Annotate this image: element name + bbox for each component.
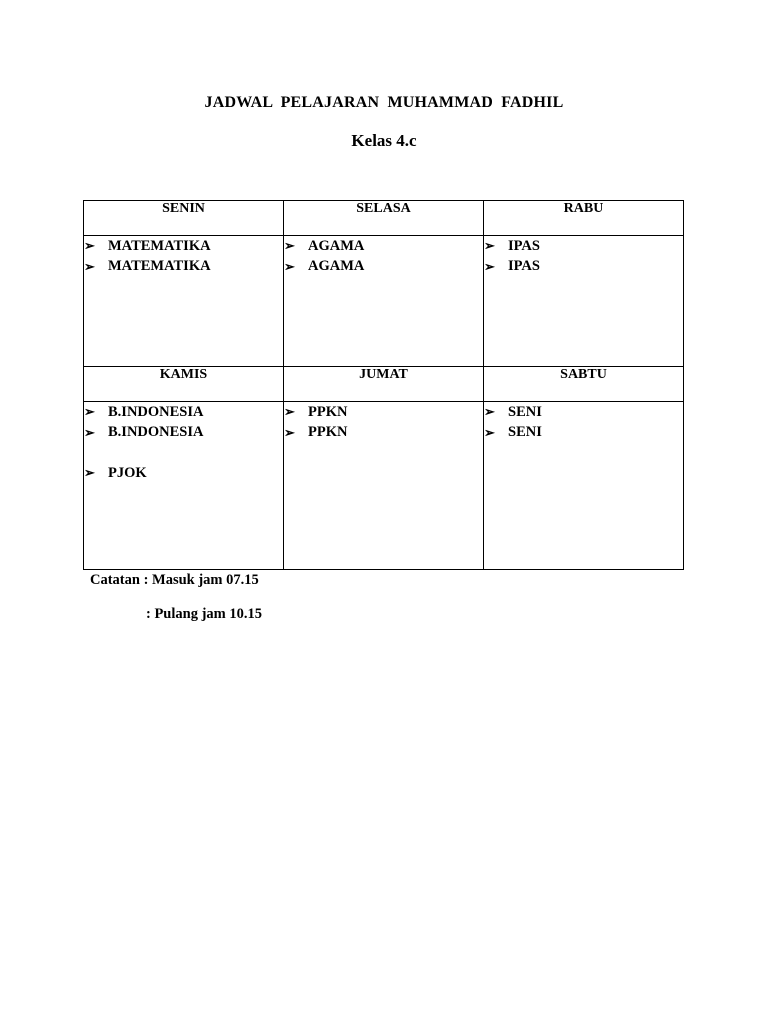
- arrow-bullet-icon: ➢: [84, 238, 95, 254]
- day-cell-senin: [84, 236, 284, 367]
- list-item: [84, 257, 283, 278]
- arrow-bullet-icon: ➢: [484, 404, 495, 420]
- subject-list: [84, 236, 283, 277]
- day-cell-kamis: [84, 402, 284, 570]
- subject-label: IPAS: [508, 258, 540, 275]
- day-cell-selasa: [284, 236, 484, 367]
- arrow-bullet-icon: ➢: [84, 258, 95, 274]
- arrow-bullet-icon: ➢: [84, 404, 95, 420]
- day-header-senin: SENIN: [84, 201, 284, 236]
- day-header-sabtu: SABTU: [484, 367, 684, 402]
- subject-list: [484, 236, 683, 277]
- list-item: [484, 423, 683, 444]
- subject-list: [284, 236, 483, 277]
- subject-label: AGAMA: [308, 237, 365, 254]
- list-item: [484, 236, 683, 257]
- day-cell-sabtu: [484, 402, 684, 570]
- arrow-bullet-icon: ➢: [284, 404, 295, 420]
- list-item: [284, 423, 483, 444]
- arrow-bullet-icon: ➢: [484, 258, 495, 274]
- day-header-row: [84, 201, 684, 236]
- note-arrival: Catatan : Masuk jam 07.15: [90, 572, 259, 588]
- subject-row: [84, 402, 684, 570]
- subject-row: [84, 236, 684, 367]
- day-header-jumat: JUMAT: [284, 367, 484, 402]
- day-cell-jumat: [284, 402, 484, 570]
- class-label: Kelas 4.c: [351, 131, 417, 150]
- arrow-bullet-icon: ➢: [284, 238, 295, 254]
- note-departure: : Pulang jam 10.15: [146, 606, 262, 622]
- day-header-selasa: SELASA: [284, 201, 484, 236]
- arrow-bullet-icon: ➢: [484, 238, 495, 254]
- subject-list: [284, 402, 483, 443]
- arrow-bullet-icon: ➢: [284, 424, 295, 440]
- subject-label: IPAS: [508, 237, 540, 254]
- list-item: [84, 463, 283, 484]
- list-item: [484, 402, 683, 423]
- day-cell-rabu: [484, 236, 684, 367]
- subject-label: B.INDONESIA: [108, 424, 204, 441]
- list-item: [284, 402, 483, 423]
- subject-label: B.INDONESIA: [108, 403, 204, 420]
- arrow-bullet-icon: ➢: [84, 424, 95, 440]
- subject-label: PPKN: [308, 403, 348, 420]
- subject-label: SENI: [508, 403, 542, 420]
- list-item: [284, 257, 483, 278]
- arrow-bullet-icon: ➢: [84, 465, 95, 481]
- arrow-bullet-icon: ➢: [484, 424, 495, 440]
- day-header-row: [84, 367, 684, 402]
- list-item: [284, 236, 483, 257]
- subject-label: SENI: [508, 424, 542, 441]
- day-header-kamis: KAMIS: [84, 367, 284, 402]
- subject-label: MATEMATIKA: [108, 237, 211, 254]
- list-item: [84, 402, 283, 423]
- arrow-bullet-icon: ➢: [284, 258, 295, 274]
- list-item: [484, 257, 683, 278]
- list-item: [84, 423, 283, 444]
- subject-label: PJOK: [108, 464, 147, 481]
- subject-label: PPKN: [308, 424, 348, 441]
- subject-label: AGAMA: [308, 258, 365, 275]
- list-item: [84, 236, 283, 257]
- schedule-table: [83, 200, 684, 570]
- subject-list: [484, 402, 683, 443]
- day-header-rabu: RABU: [484, 201, 684, 236]
- subject-list: [84, 402, 283, 484]
- document-title: JADWAL PELAJARAN MUHAMMAD FADHIL: [204, 94, 564, 111]
- subject-label: MATEMATIKA: [108, 258, 211, 275]
